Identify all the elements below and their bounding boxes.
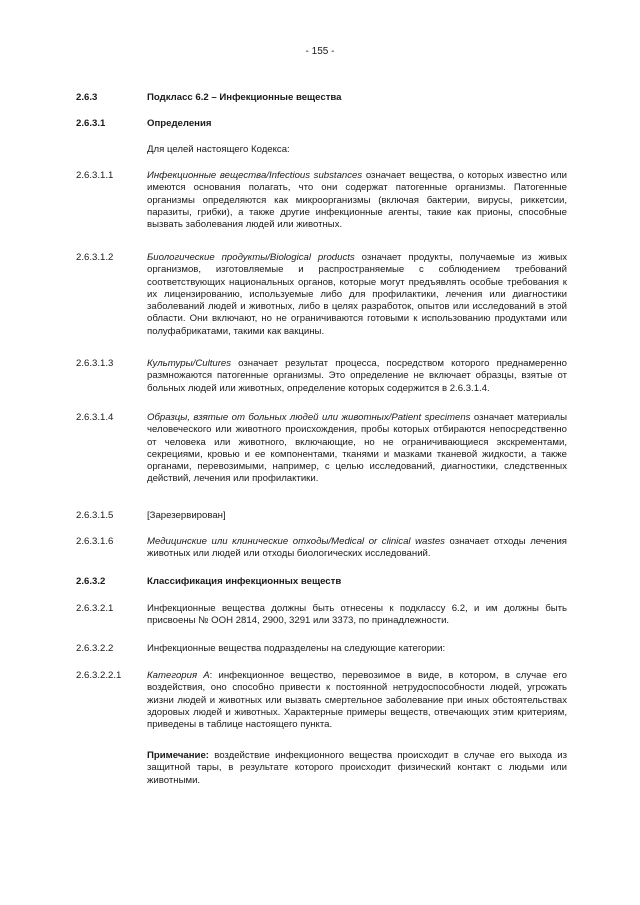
section-paragraph [147, 670, 567, 731]
section-number: 2.6.3.1 [76, 118, 106, 129]
section-heading: Классификация инфекционных веществ [147, 576, 342, 587]
definition-text: означает продукты, получаемые из живых организмов, изготовляемые и распространяемые с соблюдением требований соответствующих национальных органов, которые могут предъявлять особые требования к их лицензированию, используемые либо для профилактики, лечения или диагностики заболеваний людей и животных, либо в целях разработок, опытов или исследований в этой области. Они включают, но не ограничиваются готовыми к использованию продуктами или полуфабрикатами, такими как вакцины. [147, 252, 568, 337]
section-number: 2.6.3.2.2 [76, 643, 114, 654]
section-paragraph [147, 358, 567, 395]
section-paragraph [147, 170, 567, 231]
section-paragraph: Инфекционные вещества подразделены на следующие категории: [147, 643, 446, 654]
defined-term: Биологические продукты/Biological products [147, 252, 355, 263]
defined-term: Культуры/Cultures [147, 358, 232, 369]
definition-text: : инфекционное вещество, перевозимое в виде, в котором, в случае его воздействия, оно способно привести к постоянной нетрудоспособности людей, угрожать жизни людей и животных или вызвать смертельное заболевание при иных обстоятельствах здоровых людей и животных. Характерные примеры веществ, отвечающих этим критериям, приведены в таблице настоящего пункта. [147, 670, 567, 731]
note-text: воздействие инфекционного вещества происходит в случае его выхода из защитной тары, в результате которого происходит физический контакт с людьми или животными. [147, 750, 567, 786]
note-label: Примечание: [147, 750, 209, 761]
section-number: 2.6.3.2.1 [76, 603, 114, 614]
definition-text: означает результат процесса, посредством которого преднамеренно размножаются патогенные организмы. Это определение не включает образцы, взятые от больных людей или животных, определение которых содержится в 2.6.3.1.4. [147, 358, 567, 394]
section-paragraph: Инфекционные вещества должны быть отнесены к подклассу 6.2, и им должны быть присвоены № ООН 2814, 2900, 3291 или 3373, по принадлежности. [147, 603, 567, 627]
note-paragraph [147, 750, 567, 787]
section-paragraph [147, 536, 567, 561]
section-number: 2.6.3.1.5 [76, 510, 114, 521]
section-paragraph [147, 252, 567, 338]
section-heading: Определения [147, 118, 212, 129]
section-number: 2.6.3.1.1 [76, 170, 114, 181]
section-number: 2.6.3.1.4 [76, 412, 114, 423]
definition-text: означает отходы лечения животных или людей или отходы биологических исследований. [147, 536, 568, 560]
section-number: 2.6.3 [76, 92, 98, 103]
section-paragraph: [Зарезервирован] [147, 510, 226, 521]
section-heading: Подкласс 6.2 – Инфекционные вещества [147, 92, 342, 103]
definition-text: означает вещества, о которых известно или имеются основания полагать, что они содержат патогенные организмы. Патогенные организмы определяются как микроорганизмы (включая бактерии, вирусы, риккетсии, паразиты, грибки), а также другие инфекционные агенты, такие как прионы, способные вызвать заболевания людей или животных. [147, 170, 567, 231]
section-number: 2.6.3.2 [76, 576, 106, 587]
section-number: 2.6.3.1.2 [76, 252, 114, 263]
section-paragraph [147, 412, 567, 486]
section-number: 2.6.3.2.2.1 [76, 670, 122, 681]
defined-term: Категория А [147, 670, 210, 681]
defined-term: Образцы, взятые от больных людей или животных/Patient specimens [147, 412, 471, 423]
definition-text: означает материалы человеческого или животного происхождения, пробы которых отбираются непосредственно от человека или животного, включающие, но не ограничивающиеся экскрементами, секрециями, кровью и ее компонентами, тканями и мазками тканевой жидкости, а также органами, перевозимыми, например, с целью исследований, диагностики, следственных действий, лечения или профилактики. [147, 412, 567, 485]
section-number: 2.6.3.1.3 [76, 358, 114, 369]
defined-term: Медицинские или клинические отходы/Medical or clinical wastes [147, 536, 445, 547]
page-number: - 155 - [305, 46, 335, 57]
defined-term: Инфекционные вещества/Infectious substances [147, 170, 363, 181]
intro-text: Для целей настоящего Кодекса: [147, 144, 290, 155]
section-number: 2.6.3.1.6 [76, 536, 114, 547]
